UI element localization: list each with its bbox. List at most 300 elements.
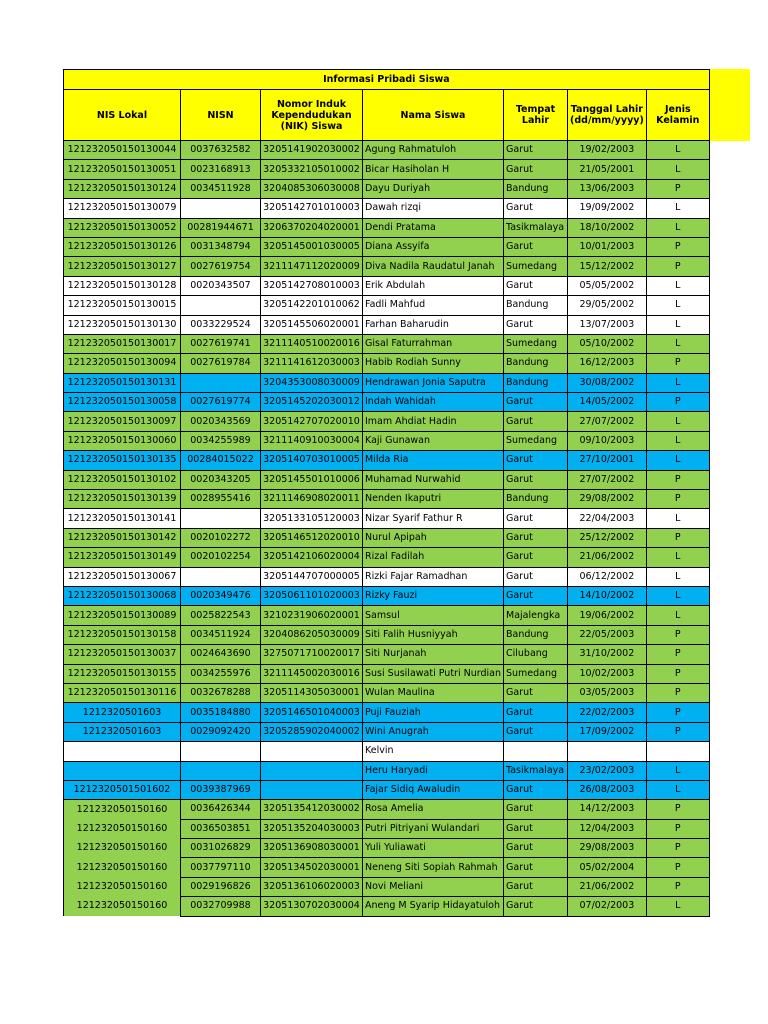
cell-tanggal-lahir: 31/10/2002 <box>568 645 647 664</box>
cell-nisn: 0037632582 <box>181 141 261 160</box>
cell-nama-siswa: Aneng M Syarip Hidayatuloh <box>363 897 504 916</box>
cell-nik: 3205142707020010 <box>261 412 363 431</box>
cell-nama-siswa: Hendrawan Jonia Saputra <box>363 373 504 392</box>
cell-nik: 3211141612030003 <box>261 354 363 373</box>
cell-tanggal-lahir: 13/06/2003 <box>568 179 647 198</box>
cell-tanggal-lahir: 19/09/2002 <box>568 199 647 218</box>
cell-tempat-lahir: Tasikmalaya <box>504 218 568 237</box>
cell-nis-lokal: 121232050150130141 <box>64 509 181 528</box>
cell-jenis-kelamin: P <box>646 470 709 489</box>
cell-nama-siswa: Susi Susilawati Putri Nurdian <box>363 664 504 683</box>
cell-tanggal-lahir: 05/02/2004 <box>568 858 647 877</box>
cell-tempat-lahir: Bandung <box>504 296 568 315</box>
cell-tempat-lahir: Garut <box>504 819 568 838</box>
cell-nik: 3205145501010006 <box>261 470 363 489</box>
cell-nik: 3204353008030009 <box>261 373 363 392</box>
cell-nik: 3204086205030009 <box>261 625 363 644</box>
cell-nisn <box>181 761 261 780</box>
cell-nama-siswa: Samsul <box>363 606 504 625</box>
cell-jenis-kelamin: L <box>646 373 709 392</box>
table-row <box>64 567 710 586</box>
cell-tanggal-lahir: 21/05/2001 <box>568 160 647 179</box>
cell-jenis-kelamin: P <box>646 257 709 276</box>
cell-nama-siswa: Erik Abdulah <box>363 276 504 295</box>
cell-tempat-lahir: Bandung <box>504 373 568 392</box>
cell-nama-siswa: Novi Meliani <box>363 877 504 896</box>
cell-tempat-lahir: Garut <box>504 897 568 916</box>
cell-tanggal-lahir: 14/10/2002 <box>568 586 647 605</box>
cell-tanggal-lahir: 18/10/2002 <box>568 218 647 237</box>
cell-tanggal-lahir: 27/10/2001 <box>568 451 647 470</box>
cell-tempat-lahir: Garut <box>504 839 568 858</box>
cell-nik: 3205142708010003 <box>261 276 363 295</box>
cell-tanggal-lahir: 29/05/2002 <box>568 296 647 315</box>
cell-nis-lokal: 121232050150130126 <box>64 237 181 256</box>
cell-nama-siswa: Neneng Siti Sopiah Rahmah <box>363 858 504 877</box>
cell-nisn: 0023168913 <box>181 160 261 179</box>
cell-nik: 3204085306030008 <box>261 179 363 198</box>
cell-jenis-kelamin: L <box>646 160 709 179</box>
table-row <box>64 839 710 858</box>
cell-jenis-kelamin: L <box>646 606 709 625</box>
cell-tempat-lahir: Garut <box>504 509 568 528</box>
cell-nik: 3205142201010062 <box>261 296 363 315</box>
table-row <box>64 722 710 741</box>
cell-nisn: 0027619741 <box>181 334 261 353</box>
table-row <box>64 393 710 412</box>
cell-nik <box>261 742 363 761</box>
cell-jenis-kelamin: P <box>646 839 709 858</box>
cell-nik: 3205136908030001 <box>261 839 363 858</box>
cell-nama-siswa: Yuli Yuliawati <box>363 839 504 858</box>
table-row <box>64 780 710 799</box>
cell-tempat-lahir: Garut <box>504 470 568 489</box>
cell-jenis-kelamin: P <box>646 800 709 819</box>
cell-jenis-kelamin: L <box>646 141 709 160</box>
cell-tanggal-lahir: 22/02/2003 <box>568 703 647 722</box>
cell-jenis-kelamin: P <box>646 722 709 741</box>
cell-jenis-kelamin: P <box>646 858 709 877</box>
table-row <box>64 296 710 315</box>
table-row <box>64 199 710 218</box>
cell-nisn: 0020349476 <box>181 586 261 605</box>
cell-nama-siswa: Milda Ria <box>363 451 504 470</box>
cell-nis-lokal: 121232050150130131 <box>64 373 181 392</box>
header-nama-siswa: Nama Siswa <box>363 90 504 141</box>
cell-tanggal-lahir: 29/08/2002 <box>568 490 647 509</box>
cell-nik: 3205145001030005 <box>261 237 363 256</box>
cell-nama-siswa: Kaji Gunawan <box>363 431 504 450</box>
cell-tempat-lahir: Garut <box>504 800 568 819</box>
cell-nisn <box>181 742 261 761</box>
cell-nik: 3205135412030002 <box>261 800 363 819</box>
cell-jenis-kelamin: P <box>646 703 709 722</box>
cell-nisn: 0034255989 <box>181 431 261 450</box>
cell-tempat-lahir: Bandung <box>504 354 568 373</box>
table-row <box>64 819 710 838</box>
cell-nisn: 0033229524 <box>181 315 261 334</box>
cell-tanggal-lahir: 19/02/2003 <box>568 141 647 160</box>
cell-tempat-lahir: Garut <box>504 199 568 218</box>
cell-nis-lokal: 121232050150130060 <box>64 431 181 450</box>
cell-tempat-lahir: Garut <box>504 237 568 256</box>
cell-jenis-kelamin: L <box>646 276 709 295</box>
cell-jenis-kelamin: P <box>646 819 709 838</box>
cell-nik: 3210231906020001 <box>261 606 363 625</box>
cell-nik: 3211145002030016 <box>261 664 363 683</box>
table-row <box>64 548 710 567</box>
cell-jenis-kelamin: L <box>646 451 709 470</box>
cell-nama-siswa: Rizal Fadilah <box>363 548 504 567</box>
cell-tanggal-lahir: 07/02/2003 <box>568 897 647 916</box>
cell-nama-siswa: Rosa Amelia <box>363 800 504 819</box>
cell-tanggal-lahir: 19/06/2002 <box>568 606 647 625</box>
cell-tempat-lahir: Sumedang <box>504 664 568 683</box>
cell-nama-siswa: Heru Haryadi <box>363 761 504 780</box>
cell-nama-siswa: Diva Nadila Raudatul Janah <box>363 257 504 276</box>
cell-tempat-lahir: Garut <box>504 877 568 896</box>
cell-tanggal-lahir: 05/05/2002 <box>568 276 647 295</box>
table-row <box>64 237 710 256</box>
cell-jenis-kelamin: P <box>646 490 709 509</box>
cell-tempat-lahir: Majalengka <box>504 606 568 625</box>
table-row <box>64 586 710 605</box>
table-row <box>64 141 710 160</box>
cell-nis-lokal: 1212320501603 <box>64 722 181 741</box>
cell-tanggal-lahir: 27/07/2002 <box>568 470 647 489</box>
cell-nis-lokal: 121232050150130068 <box>64 586 181 605</box>
cell-nik: 3211140910030004 <box>261 431 363 450</box>
cell-jenis-kelamin: L <box>646 761 709 780</box>
cell-tanggal-lahir: 21/06/2002 <box>568 548 647 567</box>
cell-nis-lokal: 121232050150130102 <box>64 470 181 489</box>
cell-tanggal-lahir: 03/05/2003 <box>568 683 647 702</box>
cell-nis-lokal: 121232050150130051 <box>64 160 181 179</box>
cell-jenis-kelamin: L <box>646 218 709 237</box>
cell-nis-lokal: 121232050150130094 <box>64 354 181 373</box>
cell-tempat-lahir: Bandung <box>504 625 568 644</box>
cell-nis-lokal <box>64 761 181 780</box>
cell-nama-siswa: Nenden Ikaputri <box>363 490 504 509</box>
table-row <box>64 490 710 509</box>
cell-tempat-lahir: Garut <box>504 683 568 702</box>
table-row <box>64 179 710 198</box>
cell-nama-siswa: Bicar Hasiholan H <box>363 160 504 179</box>
cell-jenis-kelamin: P <box>646 625 709 644</box>
cell-nis-lokal: 121232050150160 <box>64 800 181 819</box>
cell-nisn: 0025822543 <box>181 606 261 625</box>
cell-tempat-lahir: Sumedang <box>504 257 568 276</box>
cell-jenis-kelamin: L <box>646 548 709 567</box>
header-tempat-lahir: Tempat Lahir <box>504 90 568 141</box>
cell-nama-siswa: Wini Anugrah <box>363 722 504 741</box>
cell-tempat-lahir: Garut <box>504 315 568 334</box>
table-row <box>64 160 710 179</box>
table-row <box>64 451 710 470</box>
cell-nisn: 0032678288 <box>181 683 261 702</box>
cell-tanggal-lahir: 22/04/2003 <box>568 509 647 528</box>
cell-jenis-kelamin: L <box>646 431 709 450</box>
table-row <box>64 742 710 761</box>
cell-nik <box>261 761 363 780</box>
cell-tempat-lahir: Garut <box>504 141 568 160</box>
cell-nik: 3205140703010005 <box>261 451 363 470</box>
cell-nama-siswa: Putri Pitriyani Wulandari <box>363 819 504 838</box>
cell-nis-lokal: 121232050150130135 <box>64 451 181 470</box>
cell-nik: 3205145202030012 <box>261 393 363 412</box>
cell-jenis-kelamin: L <box>646 509 709 528</box>
cell-tempat-lahir: Garut <box>504 451 568 470</box>
cell-nis-lokal: 1212320501501602 <box>64 780 181 799</box>
table-row <box>64 664 710 683</box>
cell-nisn: 0020102272 <box>181 528 261 547</box>
cell-tanggal-lahir: 16/12/2003 <box>568 354 647 373</box>
cell-nik: 3205061101020003 <box>261 586 363 605</box>
cell-nis-lokal: 121232050150130097 <box>64 412 181 431</box>
cell-tempat-lahir: Sumedang <box>504 431 568 450</box>
cell-nis-lokal: 121232050150130155 <box>64 664 181 683</box>
cell-nis-lokal: 121232050150130067 <box>64 567 181 586</box>
cell-nis-lokal: 121232050150160 <box>64 819 181 838</box>
cell-tanggal-lahir: 25/12/2002 <box>568 528 647 547</box>
cell-tanggal-lahir: 30/08/2002 <box>568 373 647 392</box>
cell-jenis-kelamin: L <box>646 897 709 916</box>
table-row <box>64 858 710 877</box>
cell-nis-lokal: 121232050150130127 <box>64 257 181 276</box>
cell-nisn: 0028955416 <box>181 490 261 509</box>
cell-nik: 3205136106020003 <box>261 877 363 896</box>
cell-jenis-kelamin <box>646 742 709 761</box>
cell-nis-lokal <box>64 742 181 761</box>
cell-jenis-kelamin: P <box>646 664 709 683</box>
cell-nisn: 0027619754 <box>181 257 261 276</box>
cell-tanggal-lahir: 15/12/2002 <box>568 257 647 276</box>
cell-tempat-lahir: Garut <box>504 703 568 722</box>
table-row <box>64 509 710 528</box>
table-row <box>64 334 710 353</box>
cell-nisn: 00284015022 <box>181 451 261 470</box>
cell-nis-lokal: 121232050150130058 <box>64 393 181 412</box>
cell-nisn: 0027619784 <box>181 354 261 373</box>
cell-tempat-lahir: Garut <box>504 722 568 741</box>
cell-tempat-lahir: Cilubang <box>504 645 568 664</box>
cell-nik: 3211147112020009 <box>261 257 363 276</box>
cell-tempat-lahir: Garut <box>504 160 568 179</box>
cell-nama-siswa: Diana Assyifa <box>363 237 504 256</box>
table-row <box>64 276 710 295</box>
header-jenis-kelamin: Jenis Kelamin <box>646 90 709 141</box>
cell-nama-siswa: Habib Rodiah Sunny <box>363 354 504 373</box>
table-row <box>64 257 710 276</box>
table-row <box>64 606 710 625</box>
cell-nama-siswa: Rizki Fajar Ramadhan <box>363 567 504 586</box>
cell-jenis-kelamin: L <box>646 199 709 218</box>
cell-nik <box>261 780 363 799</box>
cell-tanggal-lahir: 10/01/2003 <box>568 237 647 256</box>
cell-nisn <box>181 199 261 218</box>
cell-nis-lokal: 121232050150160 <box>64 858 181 877</box>
cell-nis-lokal: 121232050150130017 <box>64 334 181 353</box>
cell-nis-lokal: 121232050150130037 <box>64 645 181 664</box>
cell-nik: 3205134502030001 <box>261 858 363 877</box>
table-row <box>64 412 710 431</box>
cell-tempat-lahir: Garut <box>504 412 568 431</box>
table-row <box>64 683 710 702</box>
cell-nisn <box>181 567 261 586</box>
cell-tempat-lahir: Garut <box>504 567 568 586</box>
table-row <box>64 761 710 780</box>
student-table <box>63 69 710 917</box>
cell-tempat-lahir: Garut <box>504 393 568 412</box>
cell-nis-lokal: 121232050150160 <box>64 839 181 858</box>
cell-nisn: 0024643690 <box>181 645 261 664</box>
cell-tempat-lahir: Garut <box>504 276 568 295</box>
cell-nis-lokal: 1212320501603 <box>64 703 181 722</box>
cell-nik: 3275071710020017 <box>261 645 363 664</box>
cell-nama-siswa: Rizky Fauzi <box>363 586 504 605</box>
cell-tanggal-lahir: 12/04/2003 <box>568 819 647 838</box>
cell-nisn: 0034511928 <box>181 179 261 198</box>
cell-nisn: 0020343205 <box>181 470 261 489</box>
cell-nisn: 0037797110 <box>181 858 261 877</box>
cell-nama-siswa: Agung Rahmatuloh <box>363 141 504 160</box>
cell-nis-lokal: 121232050150130089 <box>64 606 181 625</box>
cell-nik: 3205141902030002 <box>261 141 363 160</box>
cell-nama-siswa: Dendi Pratama <box>363 218 504 237</box>
cell-nisn <box>181 296 261 315</box>
cell-tempat-lahir: Tasikmalaya <box>504 761 568 780</box>
cell-jenis-kelamin: P <box>646 877 709 896</box>
cell-nama-siswa: Fajar Sidiq Awaludin <box>363 780 504 799</box>
cell-nik: 3205133105120003 <box>261 509 363 528</box>
cell-tanggal-lahir: 22/05/2003 <box>568 625 647 644</box>
cell-nis-lokal: 121232050150130052 <box>64 218 181 237</box>
cell-nisn: 0029196826 <box>181 877 261 896</box>
cell-nis-lokal: 121232050150130139 <box>64 490 181 509</box>
cell-tempat-lahir <box>504 742 568 761</box>
cell-nik: 3205130702030004 <box>261 897 363 916</box>
cell-nis-lokal: 121232050150130079 <box>64 199 181 218</box>
cell-tanggal-lahir: 09/10/2003 <box>568 431 647 450</box>
header-nisn: NISN <box>181 90 261 141</box>
header-tanggal-lahir: Tanggal Lahir (dd/mm/yyyy) <box>568 90 647 141</box>
cell-jenis-kelamin: P <box>646 237 709 256</box>
cell-nisn: 0039387969 <box>181 780 261 799</box>
cell-nama-siswa: Dayu Duriyah <box>363 179 504 198</box>
cell-nik: 3206370204020001 <box>261 218 363 237</box>
cell-nis-lokal: 121232050150160 <box>64 877 181 896</box>
cell-tanggal-lahir: 10/02/2003 <box>568 664 647 683</box>
cell-jenis-kelamin: P <box>646 393 709 412</box>
cell-nisn: 0036426344 <box>181 800 261 819</box>
cell-nama-siswa: Siti Falih Husniyyah <box>363 625 504 644</box>
header-nik: Nomor Induk Kependudukan (NIK) Siswa <box>261 90 363 141</box>
cell-nama-siswa: Farhan Baharudin <box>363 315 504 334</box>
cell-jenis-kelamin: L <box>646 586 709 605</box>
header-nis-lokal: NIS Lokal <box>64 90 181 141</box>
cell-jenis-kelamin: L <box>646 567 709 586</box>
cell-nama-siswa: Dawah rizqi <box>363 199 504 218</box>
cell-tanggal-lahir: 13/07/2003 <box>568 315 647 334</box>
cell-nik: 3205332105010002 <box>261 160 363 179</box>
cell-nik: 3205144707000005 <box>261 567 363 586</box>
cell-jenis-kelamin: L <box>646 780 709 799</box>
cell-nisn: 00281944671 <box>181 218 261 237</box>
cell-nis-lokal: 121232050150130116 <box>64 683 181 702</box>
cell-nis-lokal: 121232050150130130 <box>64 315 181 334</box>
cell-nik: 3205142701010003 <box>261 199 363 218</box>
cell-nisn: 0020343507 <box>181 276 261 295</box>
cell-tempat-lahir: Garut <box>504 858 568 877</box>
cell-nik: 3205146501040003 <box>261 703 363 722</box>
cell-nik: 3211140510020016 <box>261 334 363 353</box>
cell-tanggal-lahir: 29/08/2003 <box>568 839 647 858</box>
cell-tempat-lahir: Bandung <box>504 179 568 198</box>
cell-nama-siswa: Siti Nurjanah <box>363 645 504 664</box>
sheet-title: Informasi Pribadi Siswa <box>64 70 710 90</box>
cell-tanggal-lahir: 23/02/2003 <box>568 761 647 780</box>
cell-nama-siswa: Fadli Mahfud <box>363 296 504 315</box>
table-row <box>64 528 710 547</box>
cell-nis-lokal: 121232050150130142 <box>64 528 181 547</box>
table-row <box>64 800 710 819</box>
cell-nik: 3211146908020011 <box>261 490 363 509</box>
cell-jenis-kelamin: P <box>646 528 709 547</box>
cell-jenis-kelamin: L <box>646 412 709 431</box>
cell-jenis-kelamin: L <box>646 334 709 353</box>
table-row <box>64 877 710 896</box>
table-row <box>64 373 710 392</box>
cell-tempat-lahir: Garut <box>504 528 568 547</box>
cell-tanggal-lahir: 26/08/2003 <box>568 780 647 799</box>
cell-nisn: 0029092420 <box>181 722 261 741</box>
table-row <box>64 625 710 644</box>
cell-tempat-lahir: Garut <box>504 548 568 567</box>
table-row <box>64 897 710 916</box>
cell-nisn <box>181 509 261 528</box>
cell-nisn: 0031348794 <box>181 237 261 256</box>
table-row <box>64 354 710 373</box>
cell-nik: 3205145506020001 <box>261 315 363 334</box>
cell-nis-lokal: 121232050150130128 <box>64 276 181 295</box>
cell-tanggal-lahir: 17/09/2002 <box>568 722 647 741</box>
cell-jenis-kelamin: L <box>646 296 709 315</box>
cell-nik: 3205285902040002 <box>261 722 363 741</box>
cell-tanggal-lahir: 14/12/2003 <box>568 800 647 819</box>
cell-tempat-lahir: Bandung <box>504 490 568 509</box>
cell-jenis-kelamin: P <box>646 354 709 373</box>
cell-nisn <box>181 373 261 392</box>
cell-tanggal-lahir: 21/06/2002 <box>568 877 647 896</box>
cell-nis-lokal: 121232050150130015 <box>64 296 181 315</box>
cell-tanggal-lahir: 06/12/2002 <box>568 567 647 586</box>
cell-jenis-kelamin: P <box>646 645 709 664</box>
cell-nis-lokal: 121232050150160 <box>64 897 181 916</box>
cell-nama-siswa: Indah Wahidah <box>363 393 504 412</box>
cell-tempat-lahir: Garut <box>504 780 568 799</box>
cell-nisn: 0031026829 <box>181 839 261 858</box>
table-row <box>64 315 710 334</box>
cell-nisn: 0034511924 <box>181 625 261 644</box>
cell-tanggal-lahir <box>568 742 647 761</box>
cell-nisn: 0032709988 <box>181 897 261 916</box>
cell-tanggal-lahir: 27/07/2002 <box>568 412 647 431</box>
cell-nik: 3205114305030001 <box>261 683 363 702</box>
cell-nis-lokal: 121232050150130124 <box>64 179 181 198</box>
cell-nisn: 0020102254 <box>181 548 261 567</box>
table-row <box>64 703 710 722</box>
cell-jenis-kelamin: P <box>646 683 709 702</box>
